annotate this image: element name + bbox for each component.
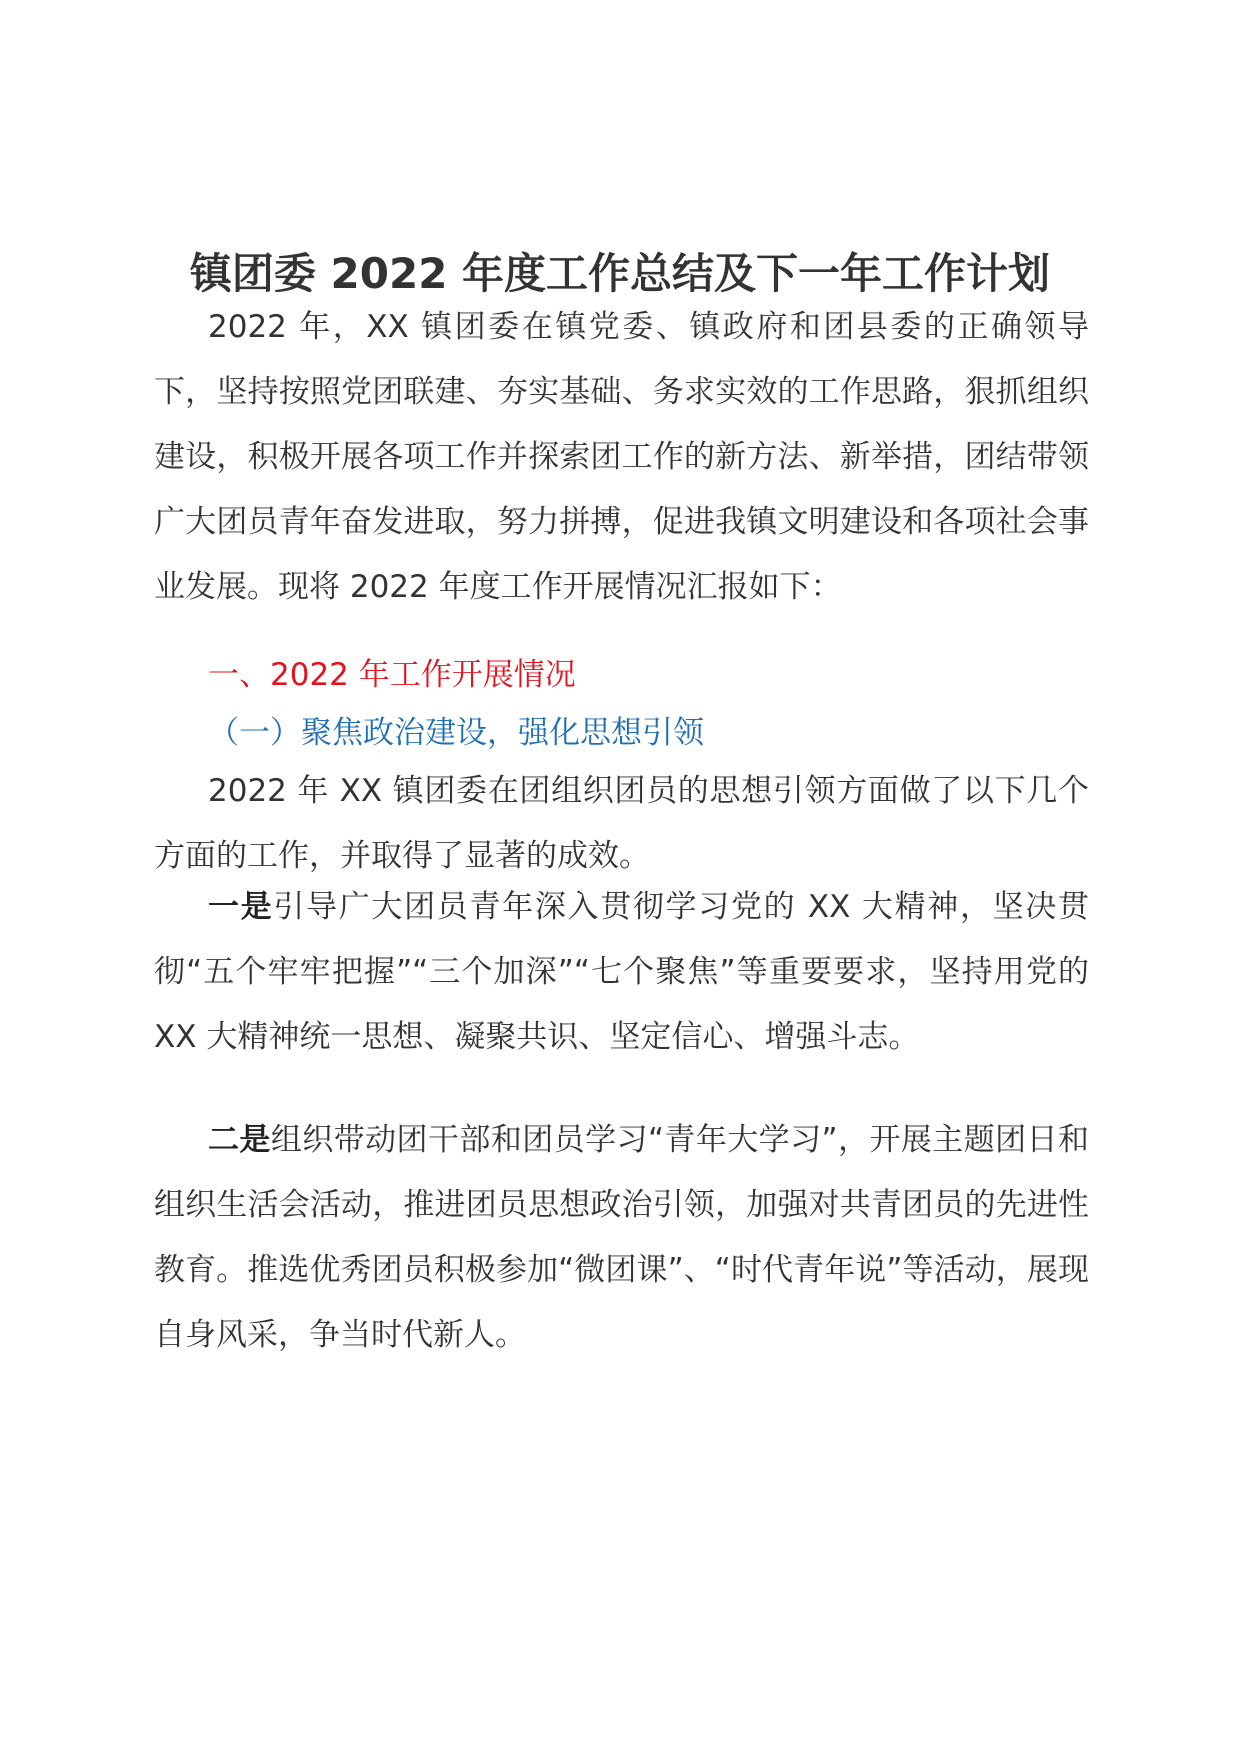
section-heading: 一、2022 年工作开展情况 [208,657,576,693]
point-two-paragraph [154,1108,1089,1368]
subsection-heading: （一）聚焦政治建设，强化思想引领 [208,715,704,751]
point-one-lead: 一是 [208,889,274,925]
subsection-intro-paragraph: 2022 年 XX 镇团委在团组织团员的思想引领方面做了以下几个方面的工作，并取得了显著的成效。 [154,773,1089,874]
point-two-text: 组织带动团干部和团员学习“青年大学习”，开展主题团日和组织生活会活动，推进团员思想政治引领，加强对共青团员的先进性教育。推选优秀团员积极参加“微团课”、“时代青年说”等活动，展现自身风采，争当时代新人。 [154,1122,1090,1353]
point-two-lead: 二是 [208,1122,271,1158]
intro-paragraph: 2022 年，XX 镇团委在镇党委、镇政府和团县委的正确领导下，坚持按照党团联建、夯实基础、务求实效的工作思路，狠抓组织建设，积极开展各项工作并探索团工作的新方法、新举措，团结带领广大团员青年奋发进取，努力拼搏，促进我镇文明建设和各项社会事业发展。现将 2022 年度工作开展情况汇报如下： [154,309,1089,605]
point-one-text: 引导广大团员青年深入贯彻学习党的 XX 大精神，坚决贯彻“五个牢牢把握”“三个加深”“七个聚焦”等重要要求，坚持用党的 XX 大精神统一思想、凝聚共识、坚定信心、增强斗志。 [154,889,1089,1055]
point-one-paragraph [154,875,1089,1070]
document-title: 镇团委 2022 年度工作总结及下一年工作计划 [189,249,1051,298]
